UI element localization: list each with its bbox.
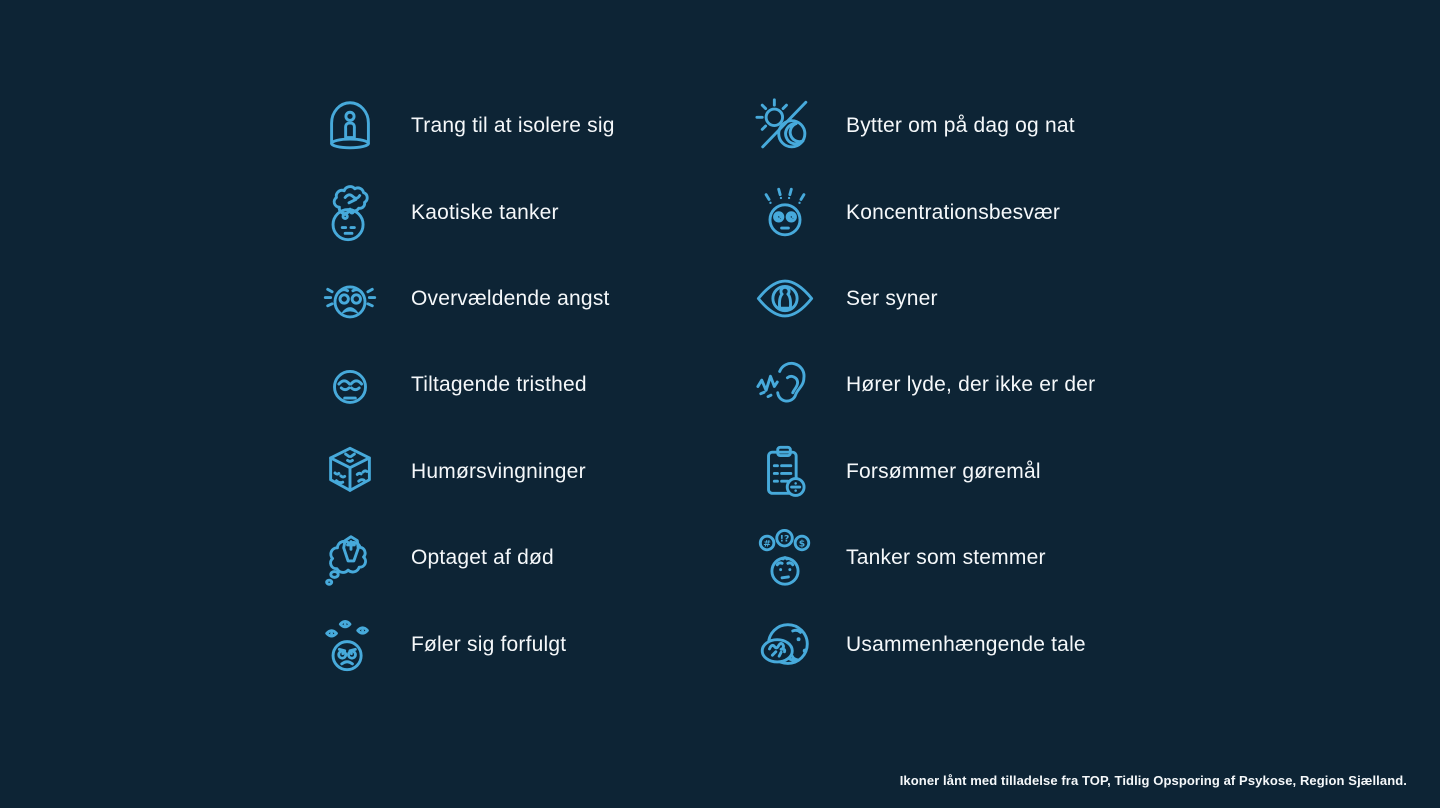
dizzy-eyes-face-icon: [754, 182, 816, 244]
symptom-row: [319, 429, 615, 515]
symptom-label: Kaotiske tanker: [411, 200, 559, 224]
chaotic-thoughts-head-icon: [319, 182, 381, 244]
watched-worried-face-icon: [319, 614, 381, 676]
symptom-row: [754, 342, 1095, 428]
symptom-row: [319, 256, 615, 342]
symptom-label: Usammenhængende tale: [846, 632, 1086, 656]
symptom-row: [754, 169, 1095, 255]
speech-bubbles-head-icon: [754, 527, 816, 589]
credit-text: Ikoner lånt med tilladelse fra TOP, Tidlig Opsporing af Psykose, Region Sjælland.: [899, 773, 1407, 788]
ear-soundwave-icon: [754, 354, 816, 416]
symptom-row: [319, 515, 615, 601]
scribble-speech-face-icon: [754, 614, 816, 676]
sad-face-icon: [319, 354, 381, 416]
symptom-label: Overvældende angst: [411, 286, 610, 310]
day-night-crossed-icon: [754, 95, 816, 157]
symptom-label: Bytter om på dag og nat: [846, 114, 1075, 138]
symptom-label: Koncentrationsbesvær: [846, 200, 1061, 224]
bell-jar-person-icon: [319, 95, 381, 157]
symptom-label: Føler sig forfulgt: [411, 632, 567, 656]
symptom-label: Ser syner: [846, 286, 938, 310]
death-thought-bubble-icon: [319, 527, 381, 589]
anxious-face-icon: [319, 268, 381, 330]
symptom-label: Forsømmer gøremål: [846, 459, 1041, 483]
mood-cube-icon: [319, 441, 381, 503]
svg-text:!?: !?: [779, 533, 790, 545]
symptom-row: [754, 515, 1095, 601]
symptom-row: [754, 601, 1095, 687]
symptom-label: Optaget af død: [411, 546, 554, 570]
symptom-column-left: [319, 83, 615, 688]
symptom-row: [754, 256, 1095, 342]
symptom-label: Hører lyde, der ikke er der: [846, 373, 1096, 397]
symptom-label: Tanker som stemmer: [846, 546, 1046, 570]
symptom-row: [319, 601, 615, 687]
symptom-column-right: [754, 83, 1095, 688]
symptom-label: Tiltagende tristhed: [411, 373, 587, 397]
symptom-row: [319, 342, 615, 428]
clipboard-checklist-icon: [754, 441, 816, 503]
symptom-label: Trang til at isolere sig: [411, 114, 615, 138]
symptom-row: [319, 169, 615, 255]
symptom-row: [319, 83, 615, 169]
symptom-row: [754, 429, 1095, 515]
symptom-row: [754, 83, 1095, 169]
svg-text:$: $: [798, 538, 806, 550]
eye-figure-icon: [754, 268, 816, 330]
svg-text:#: #: [763, 538, 771, 550]
symptom-label: Humørsvingninger: [411, 459, 586, 483]
